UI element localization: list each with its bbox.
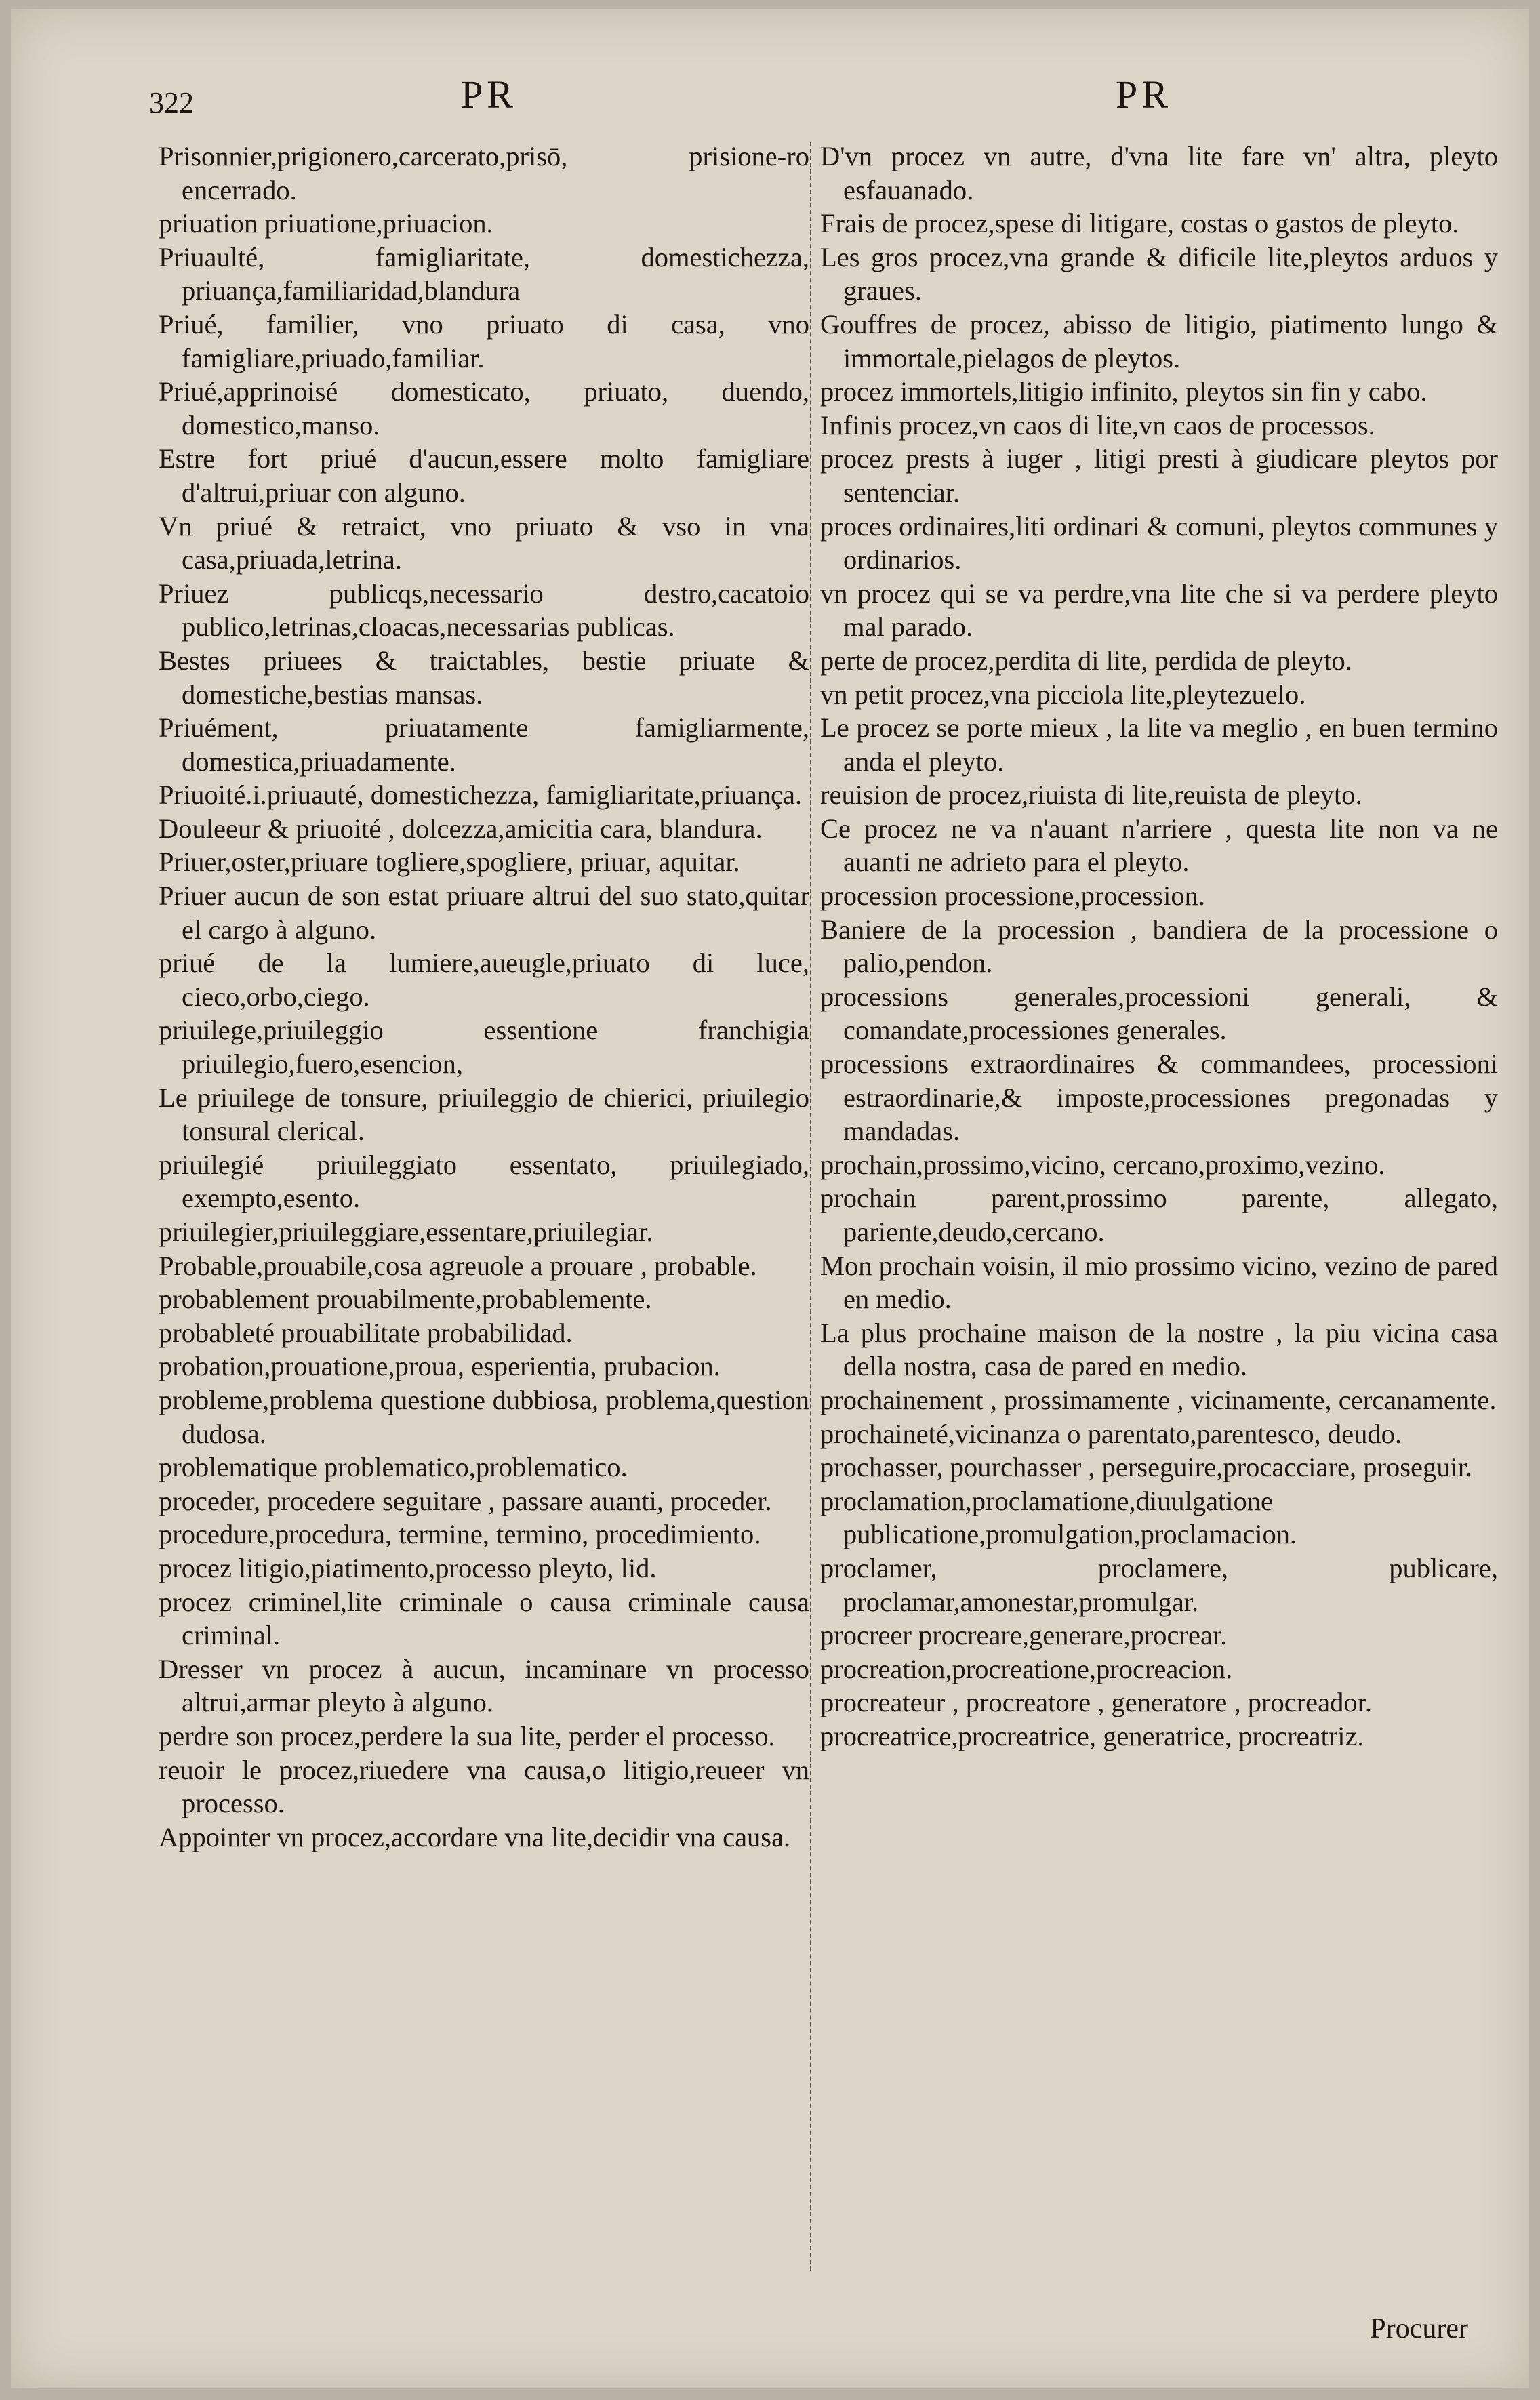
right-column [820,140,1498,1753]
dictionary-entry: problematique problematico,problematico. [159,1452,628,1483]
dictionary-entry: vn procez qui se va perdre,vna lite che si va perdere pleyto mal parado. [820,577,1498,643]
dictionary-entry: procez criminel,lite criminale o causa criminale causa criminal. [159,1586,809,1651]
dictionary-entry: D'vn procez vn autre, d'vna lite fare vn' altra, pleyto esfauanado. [820,141,1498,205]
dictionary-entry: priuilegié priuileggiato essentato, priuilegiado, exempto,esento. [159,1149,809,1214]
dictionary-entry: proceder, procedere seguitare , passare auanti, proceder. [159,1485,772,1516]
page-number: 322 [149,86,194,119]
dictionary-entry: probation,prouatione,proua, esperientia, prubacion. [159,1351,721,1382]
dictionary-entry: Probable,prouabile,cosa agreuole a prouare , probable. [159,1250,757,1281]
dictionary-entry: procez prests à iuger , litigi presti à giudicare pleytos por sentenciar. [820,443,1498,508]
dictionary-entry: proclamation,proclamatione,diuulgatione publicatione,promulgation,proclamacion. [820,1485,1297,1550]
dictionary-entry: reuoir le procez,riuedere vna causa,o litigio,reueer vn processo. [159,1754,809,1819]
dictionary-entry: Priuaulté, famigliaritate, domestichezza, priuança,familiaridad,blandura [159,241,809,306]
dictionary-entry: Priuer aucun de son estat priuare altrui del suo stato,quitar el cargo à alguno. [159,880,809,945]
dictionary-entry: processions generales,processioni generali, & comandate,processiones generales. [820,981,1498,1046]
dictionary-entry: probleme,problema questione dubbiosa, problema,question dudosa. [159,1384,809,1449]
dictionary-entry: priuilege,priuileggio essentione franchigia priuilegio,fuero,esencion, [159,1015,809,1080]
dictionary-entry: Douleeur & priuoité , dolcezza,amicitia cara, blandura. [159,813,763,844]
dictionary-entry: procreateur , procreatore , generatore , procreador. [820,1687,1373,1718]
running-head-right: PR [1116,73,1172,117]
dictionary-entry: Priuément, priuatamente famigliarmente, domestica,priuadamente. [159,712,809,777]
dictionary-entry: Le priuilege de tonsure, priuileggio de chierici, priuilegio tonsural clerical. [159,1082,809,1147]
dictionary-entry: prochaineté,vicinanza o parentato,parentesco, deudo. [820,1418,1402,1449]
dictionary-page [11,9,1529,2388]
dictionary-entry: Bestes priuees & traictables, bestie priuate & domestiche,bestias mansas. [159,645,809,710]
running-head-left: PR [461,73,517,117]
catchword: Procurer [1370,2313,1468,2344]
column-divider [810,142,811,2271]
dictionary-entry: procedure,procedura, termine, termino, procedimiento. [159,1519,761,1550]
dictionary-entry: La plus prochaine maison de la nostre , la piu vicina casa della nostra, casa de pared en medio. [820,1317,1498,1382]
dictionary-entry: perdre son procez,perdere la sua lite, perder el processo. [159,1720,775,1751]
dictionary-entry: Baniere de la procession , bandiera de la processione o palio,pendon. [820,914,1498,979]
dictionary-entry: prochainement , prossimamente , vicinamente, cercanamente. [820,1384,1497,1415]
dictionary-entry: Le procez se porte mieux , la lite va meglio , en buen termino anda el pleyto. [820,712,1498,777]
dictionary-entry: Priuez publicqs,necessario destro,cacatoio publico,letrinas,cloacas,necessarias publicas. [159,577,809,643]
dictionary-entry: vn petit procez,vna picciola lite,pleytezuelo. [820,678,1306,710]
dictionary-entry: probableté prouabilitate probabilidad. [159,1317,573,1348]
dictionary-entry: Estre fort priué d'aucun,essere molto famigliare d'altrui,priuar con alguno. [159,443,809,508]
dictionary-entry: procreatrice,procreatrice, generatrice, procreatriz. [820,1720,1364,1751]
dictionary-entry: procez immortels,litigio infinito, pleytos sin fin y cabo. [820,376,1427,407]
dictionary-entry: prochasser, pourchasser , perseguire,procacciare, proseguir. [820,1452,1473,1483]
dictionary-entry: proclamer, proclamere, publicare, proclamar,amonestar,promulgar. [820,1552,1498,1617]
dictionary-entry: priué de la lumiere,aueugle,priuato di luce, cieco,orbo,ciego. [159,948,809,1012]
dictionary-entry: Priuer,oster,priuare togliere,spogliere, priuar, aquitar. [159,847,740,878]
dictionary-entry: Ce procez ne va n'auant n'arriere , questa lite non va ne auanti ne adrieto para el pleyto. [820,813,1498,878]
dictionary-entry: perte de procez,perdita di lite, perdida de pleyto. [820,645,1352,676]
dictionary-entry: Prisonnier,prigionero,carcerato,prisō, prisione-ro encerrado. [159,141,809,205]
dictionary-entry: Mon prochain voisin, il mio prossimo vicino, vezino de pared en medio. [820,1250,1498,1315]
dictionary-entry: priuilegier,priuileggiare,essentare,priuilegiar. [159,1217,653,1247]
dictionary-entry: Appointer vn procez,accordare vna lite,decidir vna causa. [159,1821,791,1852]
dictionary-entry: procession processione,procession. [820,880,1205,912]
dictionary-entry: Frais de procez,spese di litigare, costas o gastos de pleyto. [820,208,1459,239]
dictionary-entry: Dresser vn procez à aucun, incaminare vn processo altrui,armar pleyto à alguno. [159,1653,809,1718]
dictionary-entry: Les gros procez,vna grande & dificile lite,pleytos arduos y graues. [820,241,1498,306]
dictionary-entry: probablement prouabilmente,probablemente. [159,1284,652,1315]
dictionary-entry: procreation,procreatione,procreacion. [820,1653,1233,1684]
dictionary-entry: processions extraordinaires & commandees, processioni estraordinarie,& imposte,processiones pregonadas y mandadas. [820,1049,1498,1147]
left-column [159,140,809,1854]
dictionary-entry: Priué, familier, vno priuato di casa, vno famigliare,priuado,familiar. [159,308,809,373]
dictionary-entry: Infinis procez,vn caos di lite,vn caos de processos. [820,409,1375,441]
dictionary-entry: Priuoité.i.priuauté, domestichezza, famigliaritate,priuança. [159,779,803,811]
dictionary-entry: reuision de procez,riuista di lite,reuista de pleyto. [820,779,1362,811]
dictionary-entry: proces ordinaires,liti ordinari & comuni, pleytos communes y ordinarios. [820,510,1498,575]
dictionary-entry: Priué,apprinoisé domesticato, priuato, duendo, domestico,manso. [159,376,809,441]
dictionary-entry: procez litigio,piatimento,processo pleyto, lid. [159,1552,657,1583]
dictionary-entry: prochain,prossimo,vicino, cercano,proximo,vezino. [820,1149,1385,1180]
dictionary-entry: Vn priué & retraict, vno priuato & vso in vna casa,priuada,letrina. [159,510,809,575]
dictionary-entry: prochain parent,prossimo parente, allegato, pariente,deudo,cercano. [820,1183,1498,1247]
dictionary-entry: Gouffres de procez, abisso de litigio, piatimento lungo & immortale,pielagos de pleytos. [820,308,1498,373]
dictionary-entry: priuation priuatione,priuacion. [159,208,493,239]
dictionary-entry: procreer procreare,generare,procrear. [820,1620,1228,1651]
